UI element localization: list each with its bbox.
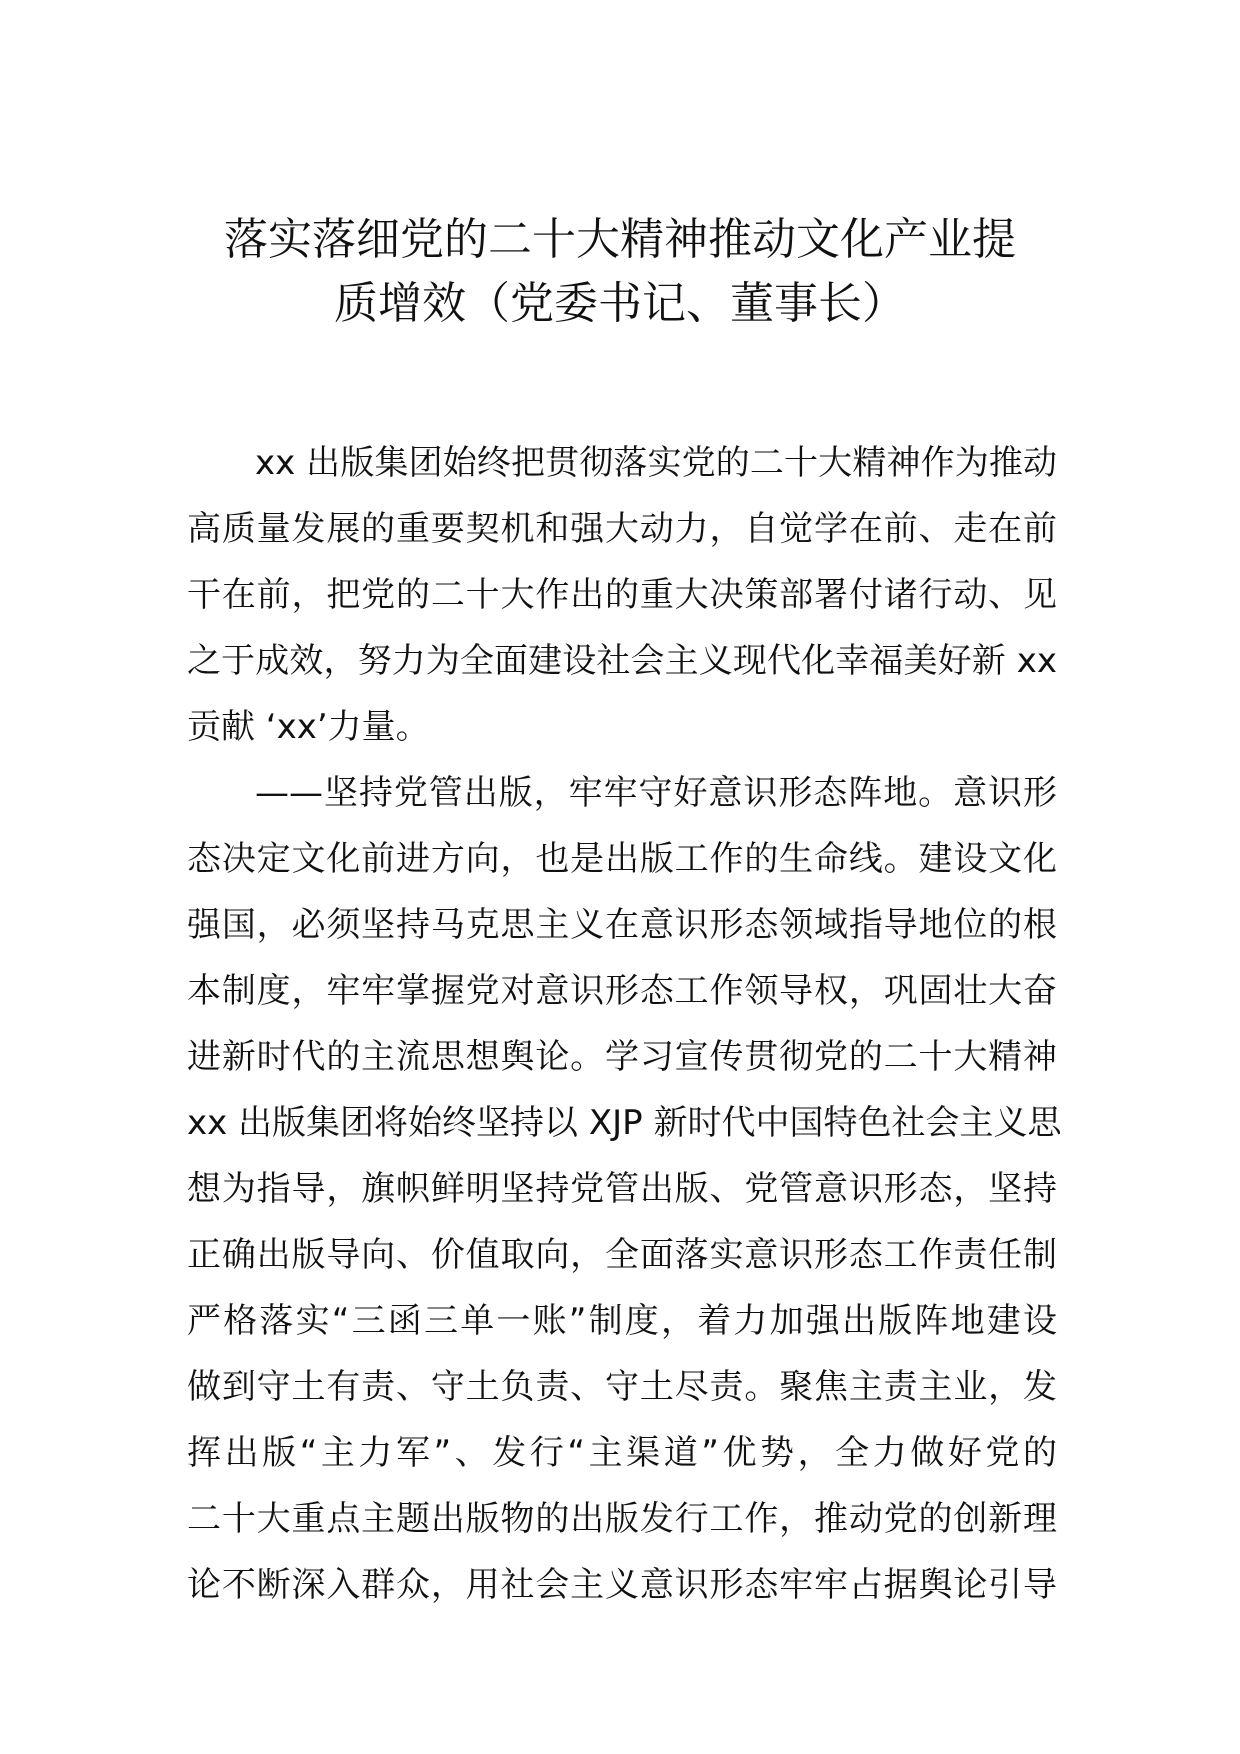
- paragraph-line: 二十大重点主题出版物的出版发行工作，推动党的创新理: [187, 1499, 1057, 1539]
- paragraph-line: xx 出版集团始终把贯彻落实党的二十大精神作为推动: [255, 443, 1057, 483]
- document-body: [187, 430, 1062, 1618]
- paragraph-line: 做到守土有责、守土负责、守土尽责。聚焦主责主业，发: [187, 1367, 1057, 1407]
- paragraph-line: 本制度，牢牢掌握党对意识形态工作领导权，巩固壮大奋: [187, 971, 1057, 1011]
- paragraph-line: 严格落实“三函三单一账”制度，着力加强出版阵地建设: [187, 1301, 1057, 1341]
- paragraph-line: 挥出版“主力军”、发行“主渠道”优势，全力做好党的: [187, 1433, 1057, 1473]
- paragraph-line: 干在前，把党的二十大作出的重大决策部署付诸行动、见: [187, 575, 1057, 615]
- paragraph-line: 论不断深入群众，用社会主义意识形态牢牢占据舆论引导: [187, 1565, 1057, 1605]
- paragraph-line: 高质量发展的重要契机和强大动力，自觉学在前、走在前: [187, 509, 1057, 549]
- paragraph-line: 进新时代的主流思想舆论。学习宣传贯彻党的二十大精神: [187, 1037, 1057, 1077]
- paragraph-line: 正确出版导向、价值取向，全面落实意识形态工作责任制: [187, 1235, 1057, 1275]
- paragraph-line: 贡献 ‘xx’力量。: [187, 707, 430, 747]
- paragraph-line: ——坚持党管出版，牢牢守好意识形态阵地。意识形: [255, 773, 1057, 813]
- paragraph-line: xx 出版集团将始终坚持以 XJP 新时代中国特色社会主义思: [187, 1103, 1062, 1143]
- title-line: 质增效（党委书记、董事长）: [334, 278, 906, 329]
- paragraph-line: 强国，必须坚持马克思主义在意识形态领域指导地位的根: [187, 905, 1057, 945]
- paragraph-party-publishing: [187, 760, 1062, 1618]
- paragraph-intro: [187, 430, 1057, 760]
- paragraph-line: 之于成效，努力为全面建设社会主义现代化幸福美好新 xx: [187, 641, 1057, 681]
- paragraph-line: 态决定文化前进方向，也是出版工作的生命线。建设文化: [187, 839, 1057, 879]
- document-title: [150, 208, 1090, 336]
- title-line: 落实落细党的二十大精神推动文化产业提: [224, 214, 1016, 265]
- paragraph-line: 想为指导，旗帜鲜明坚持党管出版、党管意识形态，坚持: [187, 1169, 1057, 1209]
